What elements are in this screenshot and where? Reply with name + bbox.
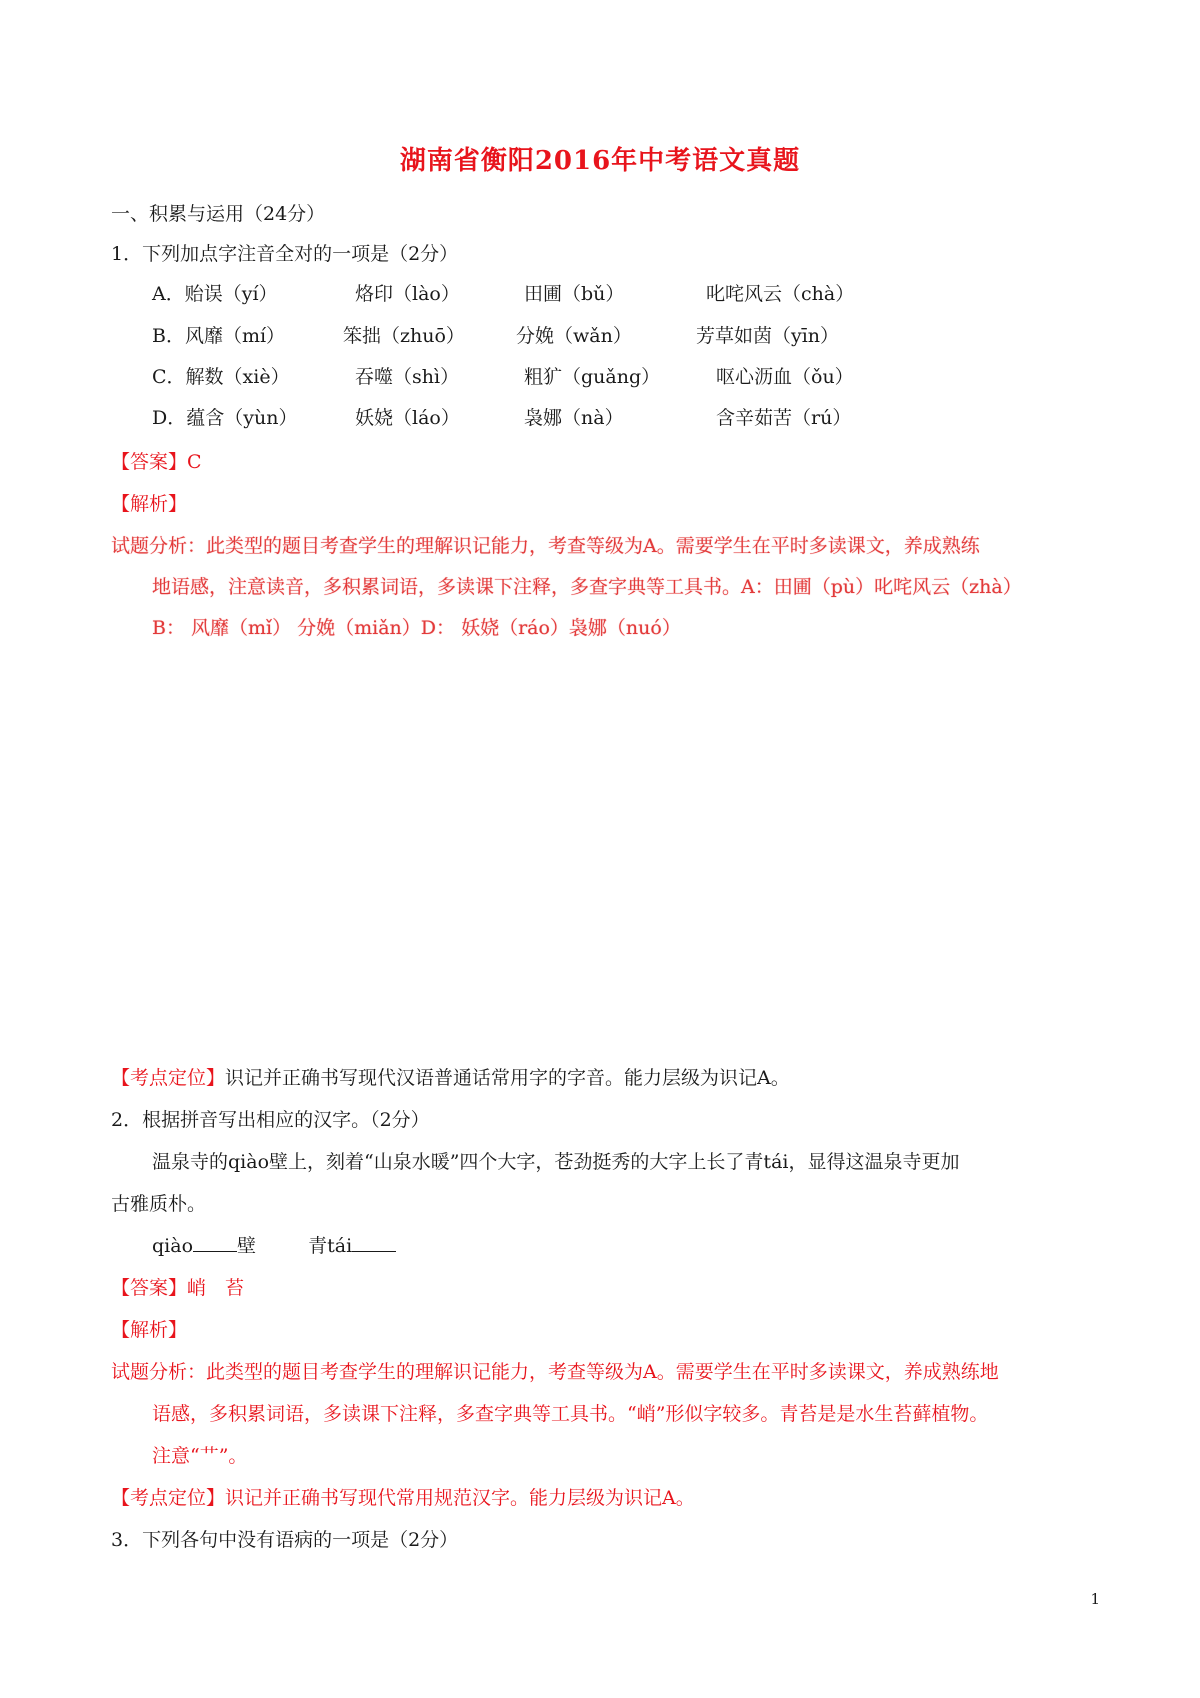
fill-a-after: 壁: [237, 1235, 257, 1257]
point-line-1: [111, 1064, 790, 1092]
question-2-text-2: 古雅质朴。: [111, 1193, 207, 1215]
option-d-2: 妖娆（láo）: [355, 407, 460, 429]
analysis-2-line-1: 试题分析：此类型的题目考查学生的理解识记能力，考查等级为A。需要学生在平时多读课文，养成熟练地: [111, 1361, 999, 1383]
option-b-1: B．风靡（mí）: [152, 325, 286, 347]
answer-line-2: [111, 1274, 244, 1302]
analysis-2-line-3: 注意“艹”。: [152, 1445, 248, 1467]
analysis-1-line-1: 试题分析：此类型的题目考查学生的理解识记能力，考查等级为A。需要学生在平时多读课文，养成熟练: [111, 535, 980, 557]
point-text-2: 识记并正确书写现代常用规范汉字。能力层级为识记A。: [225, 1487, 695, 1509]
option-b-4: 芳草如茵（yīn）: [696, 325, 840, 347]
option-a-1: A．贻误（yí）: [152, 283, 278, 305]
analysis-1-line-3: B： 风靡（mǐ） 分娩（miǎn）D： 妖娆（ráo）袅娜（nuó）: [152, 617, 681, 639]
analysis-1-line-2: 地语感，注意读音，多积累词语，多读课下注释，多查字典等工具书。A：田圃（pù）叱咤风云（zhà）: [152, 576, 1022, 598]
question-3-stem: 3．下列各句中没有语病的一项是（2分）: [111, 1529, 459, 1551]
option-a-3: 田圃（bǔ）: [524, 283, 625, 305]
answer-value: C: [187, 451, 202, 473]
analysis-2-line-2: 语感，多积累词语，多读课下注释，多查字典等工具书。“峭”形似字较多。青苔是是水生苔藓植物。: [152, 1403, 989, 1425]
analysis-label-2: 【解析】: [111, 1319, 188, 1341]
question-2-stem: 2．根据拼音写出相应的汉字。（2分）: [111, 1109, 430, 1131]
option-c-4: 呕心沥血（ǒu）: [716, 366, 854, 388]
question-2-text-1: 温泉寺的qiào壁上，刻着“山泉水暖”四个大字，苍劲挺秀的大字上长了青tái，显得这温泉寺更加: [152, 1151, 960, 1173]
point-label-2: 【考点定位】: [111, 1487, 226, 1509]
option-b-3: 分娩（wǎn）: [516, 325, 632, 347]
option-c-2: 吞噬（shì）: [355, 366, 460, 388]
question-2-fill-line: [152, 1232, 396, 1260]
option-c-1: C．解数（xiè）: [152, 366, 290, 388]
option-b-2: 笨拙（zhuō）: [343, 325, 465, 347]
answer-line-1: [111, 448, 202, 476]
option-d-3: 袅娜（nà）: [524, 407, 624, 429]
question-1-stem: 1．下列加点字注音全对的一项是（2分）: [111, 243, 459, 265]
page-number: 1: [1090, 1590, 1100, 1608]
option-c-3: 粗犷（guǎng）: [524, 366, 661, 388]
option-a-2: 烙印（lào）: [355, 283, 460, 305]
fill-b-pinyin: 青tái: [308, 1235, 353, 1257]
answer-value-2: 峭 苔: [187, 1277, 245, 1299]
page-title: 湖南省衡阳2016年中考语文真题: [399, 146, 801, 176]
fill-a-pinyin: qiào: [152, 1235, 194, 1257]
fill-b-blank[interactable]: [352, 1233, 396, 1252]
analysis-label-1: 【解析】: [111, 493, 188, 515]
option-d-1: D．蕴含（yùn）: [152, 407, 298, 429]
answer-label-2: 【答案】: [111, 1277, 188, 1299]
section-heading: 一、积累与运用（24分）: [111, 203, 326, 225]
option-d-4: 含辛茹苦（rú）: [716, 407, 852, 429]
point-label: 【考点定位】: [111, 1067, 226, 1089]
option-a-4: 叱咤风云（chà）: [706, 283, 855, 305]
point-text: 识记并正确书写现代汉语普通话常用字的字音。能力层级为识记A。: [225, 1067, 790, 1089]
point-line-2: [111, 1484, 695, 1512]
fill-a-blank[interactable]: [193, 1233, 237, 1252]
answer-label: 【答案】: [111, 451, 188, 473]
